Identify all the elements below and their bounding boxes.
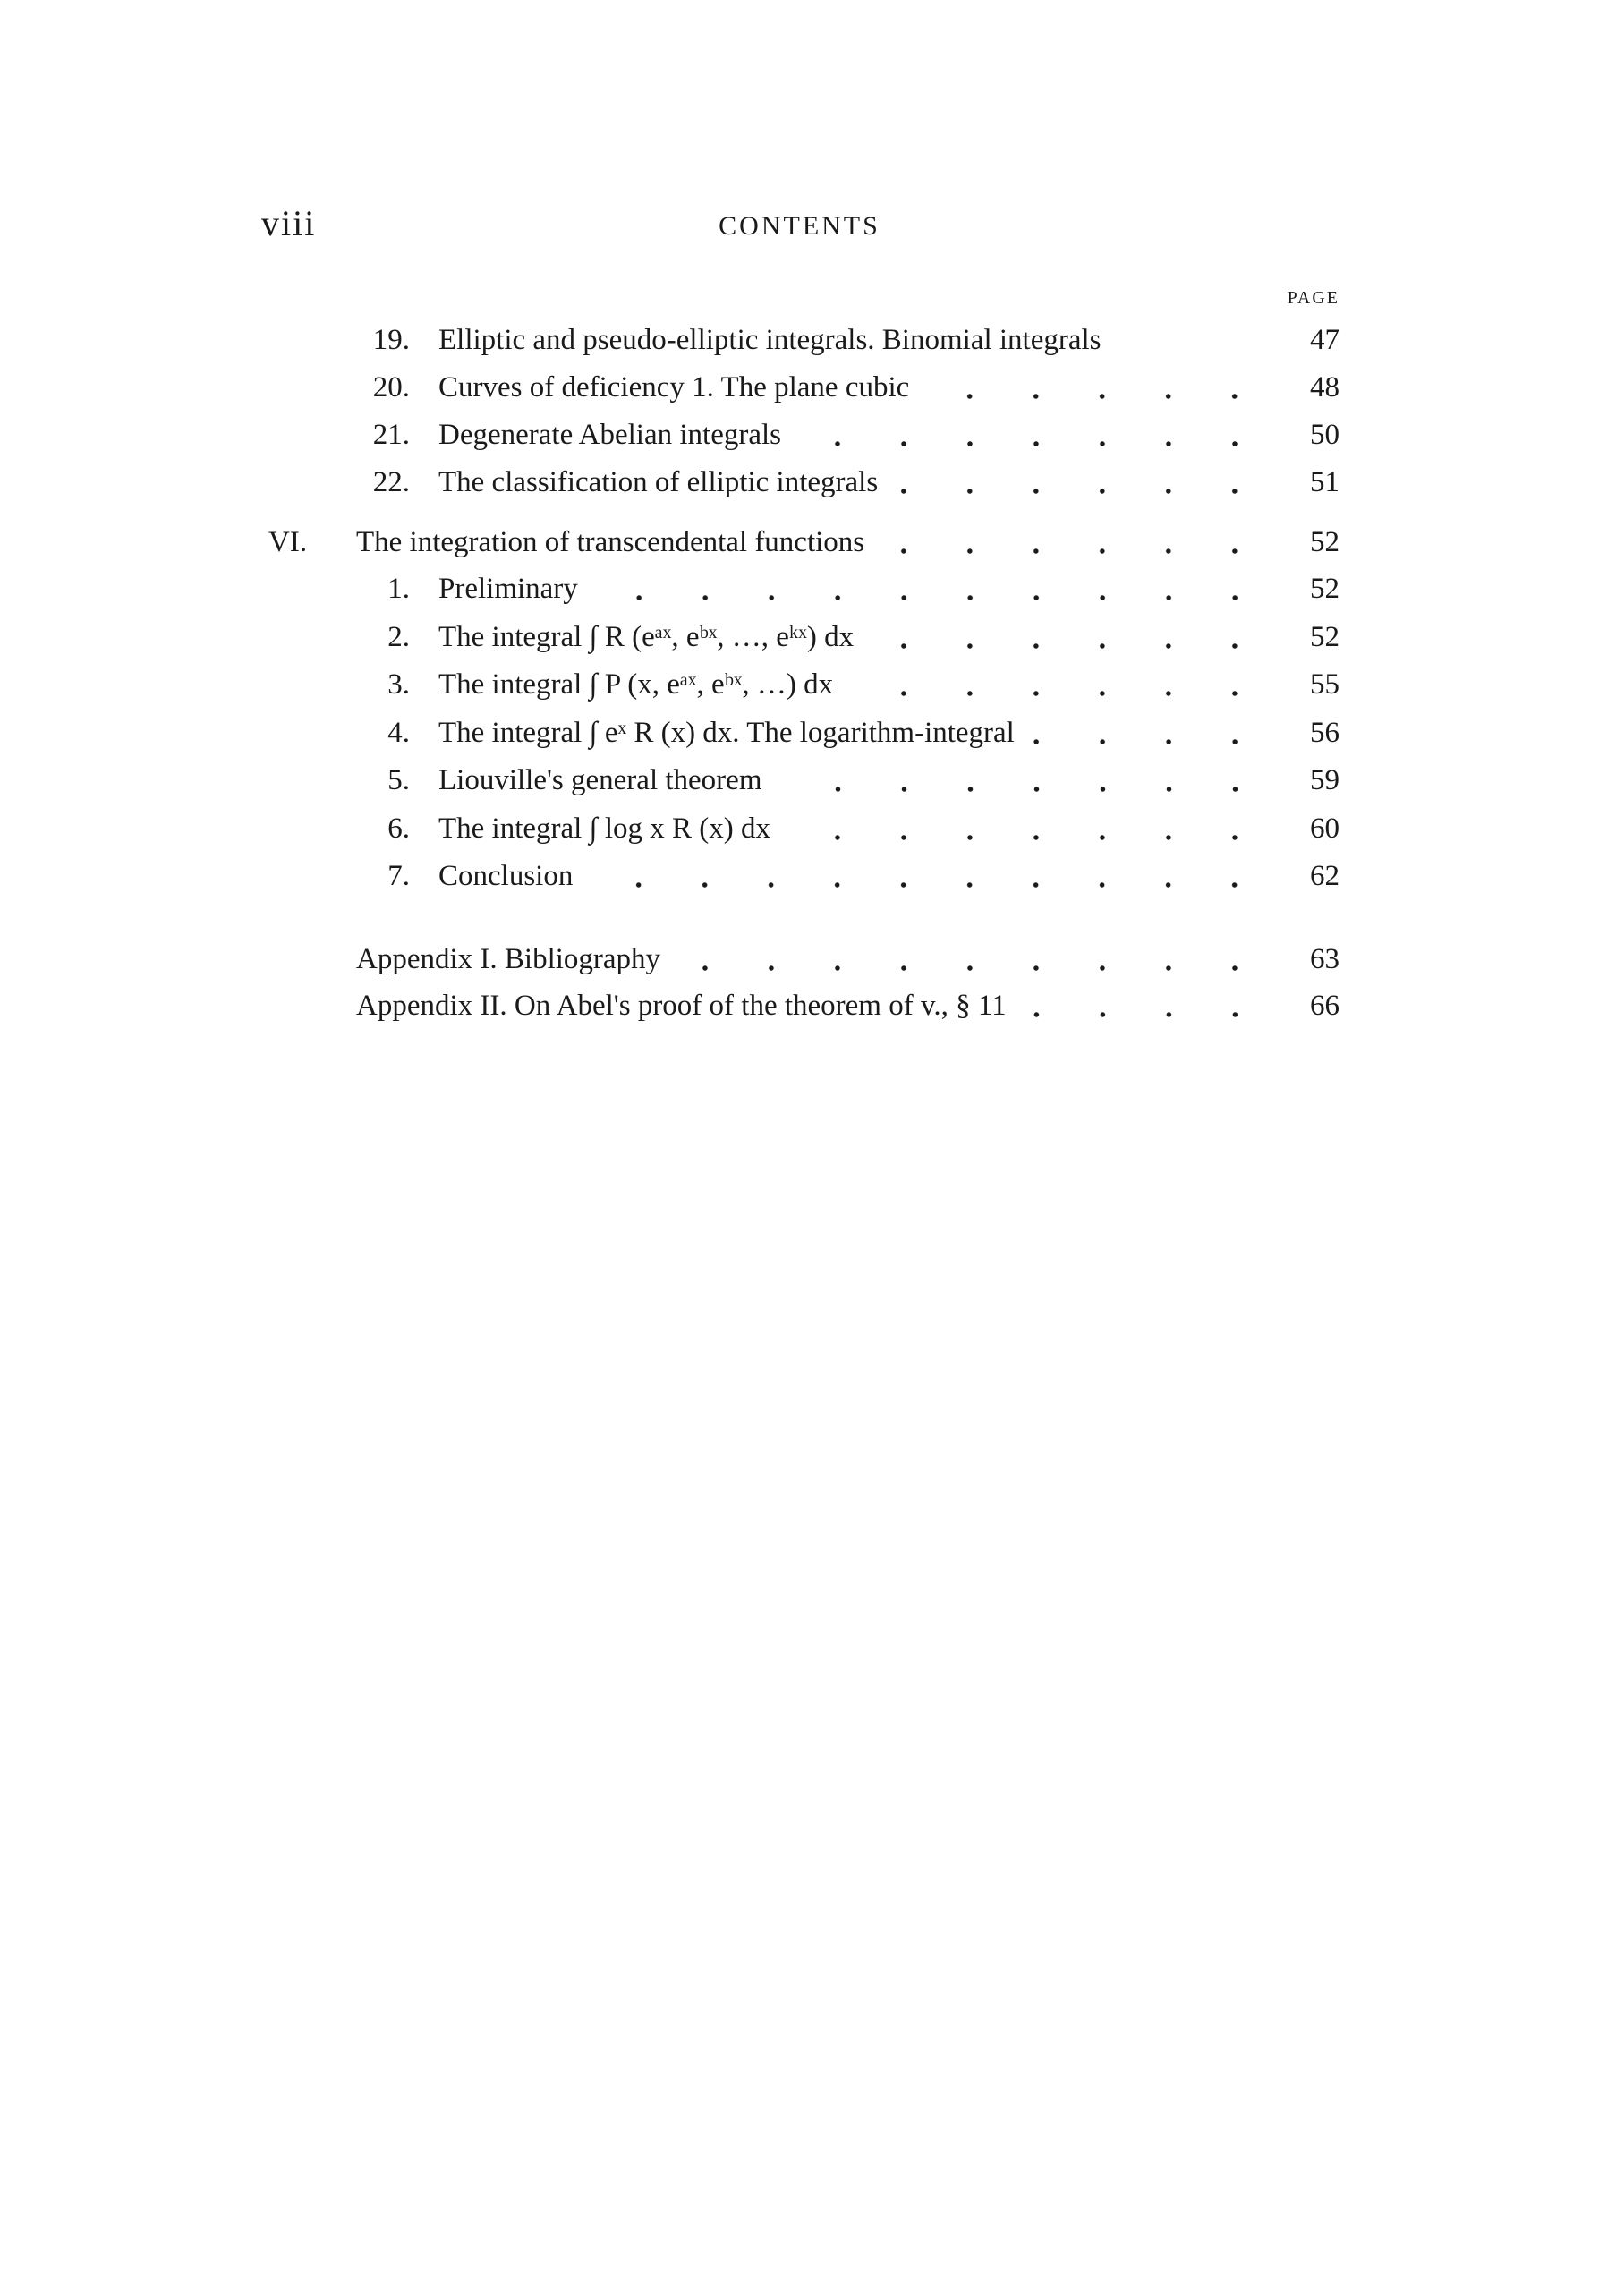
page-number: viii <box>261 203 317 243</box>
toc-entry <box>0 853 1599 899</box>
running-head: CONTENTS <box>719 211 880 241</box>
dot-leader <box>882 519 1268 565</box>
page-ref: 50 <box>1310 419 1340 451</box>
page-ref: 63 <box>1310 943 1340 975</box>
entry-title: Curves of deficiency 1. The plane cubic <box>438 371 918 404</box>
entry-title: The classification of elliptic integrals <box>438 466 887 498</box>
section-number: 3. <box>387 668 410 701</box>
entry-title: The integral ∫ P (x, eᵃˣ, eᵇˣ, …) dx <box>438 668 842 701</box>
page-ref: 51 <box>1310 466 1340 498</box>
dot-leader <box>678 936 1268 982</box>
toc-entry <box>0 614 1599 660</box>
dot-leader <box>1025 982 1268 1029</box>
dot-leader <box>851 661 1268 708</box>
chapter-number: VI. <box>268 526 308 558</box>
toc-entry <box>0 364 1599 411</box>
section-number: 4. <box>387 716 410 749</box>
entry-title: Conclusion <box>438 860 582 892</box>
dot-leader <box>780 757 1269 804</box>
toc-entry <box>0 661 1599 708</box>
toc-entry <box>0 412 1599 458</box>
entry-title: The integral ∫ log x R (x) dx <box>438 812 779 845</box>
entry-title: Degenerate Abelian integrals <box>438 419 790 451</box>
page-column-label: PAGE <box>1287 288 1340 308</box>
section-number: 19. <box>372 324 410 356</box>
toc-entry <box>0 805 1599 852</box>
dot-leader <box>896 459 1268 506</box>
page-ref: 48 <box>1310 371 1340 404</box>
section-number: 1. <box>387 573 410 605</box>
page-ref: 59 <box>1310 764 1340 796</box>
toc-entry <box>0 710 1599 756</box>
section-number: 20. <box>372 371 410 404</box>
dot-leader <box>591 853 1268 899</box>
entry-title: Elliptic and pseudo-elliptic integrals. Binomial integrals <box>438 324 1110 356</box>
entry-title: The integral ∫ R (eᵃˣ, eᵇˣ, …, eᵏˣ) dx <box>438 621 863 653</box>
dot-leader <box>872 614 1268 660</box>
toc-entry <box>0 982 1599 1029</box>
entry-title: The integral ∫ eˣ R (x) dx. The logarithm-integral <box>438 717 1024 749</box>
page-ref: 52 <box>1310 620 1340 653</box>
dot-leader <box>788 805 1268 852</box>
section-number: 22. <box>372 466 410 498</box>
dot-leader <box>1033 710 1268 756</box>
dot-leader <box>596 565 1268 612</box>
entry-title: The integration of transcendental functions <box>356 526 873 558</box>
toc-entry <box>0 317 1599 363</box>
dot-leader <box>799 412 1268 458</box>
section-number: 2. <box>387 620 410 653</box>
toc-entry <box>0 757 1599 804</box>
toc-entry <box>0 459 1599 506</box>
entry-title: Appendix II. On Abel's proof of the theorem of v., § 11 <box>356 990 1016 1022</box>
section-number: 5. <box>387 764 410 796</box>
page-ref: 62 <box>1310 860 1340 892</box>
page-ref: 60 <box>1310 812 1340 845</box>
entry-title: Preliminary <box>438 573 587 605</box>
page-ref: 66 <box>1310 990 1340 1022</box>
section-number: 6. <box>387 812 410 845</box>
page-ref: 52 <box>1310 573 1340 605</box>
page-ref: 47 <box>1310 324 1340 356</box>
page-ref: 56 <box>1310 716 1340 749</box>
toc-entry <box>0 519 1599 565</box>
section-number: 21. <box>372 419 410 451</box>
toc-entry <box>0 565 1599 612</box>
entry-title: Appendix I. Bibliography <box>356 943 669 975</box>
dot-leader <box>927 364 1268 411</box>
page-ref: 55 <box>1310 668 1340 701</box>
section-number: 7. <box>387 860 410 892</box>
entry-title: Liouville's general theorem <box>438 764 771 796</box>
toc-entry <box>0 936 1599 982</box>
page-ref: 52 <box>1310 526 1340 558</box>
